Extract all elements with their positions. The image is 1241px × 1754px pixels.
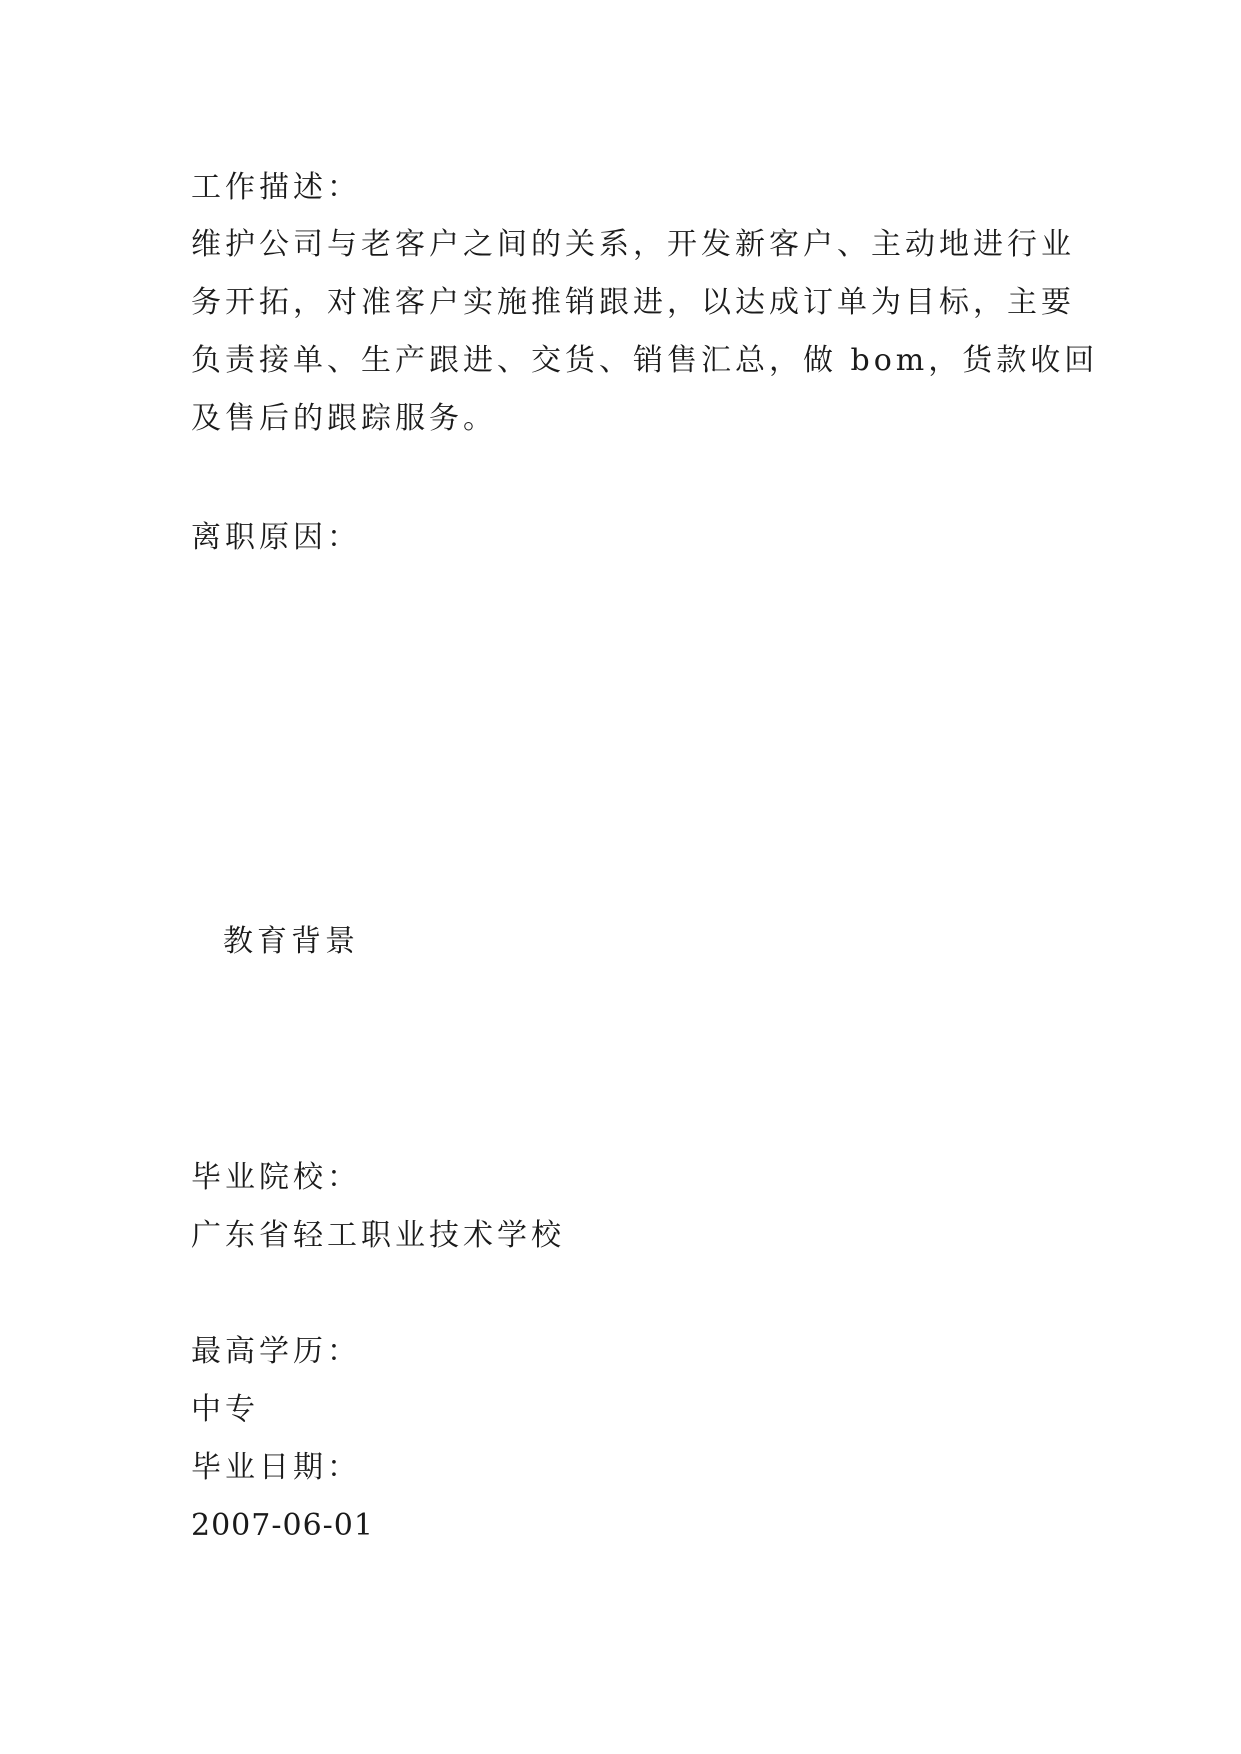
work-description-text	[191, 216, 1099, 448]
degree-label: 最高学历：	[191, 1334, 361, 1369]
work-description-line: 维护公司与老客户之间的关系，开发新客户、主动地进行业	[191, 227, 1075, 262]
work-description-line: 及售后的跟踪服务。	[191, 401, 497, 436]
graduation-date-label: 毕业日期：	[191, 1450, 361, 1485]
school-value: 广东省轻工职业技术学校	[191, 1218, 565, 1253]
work-description-line: 负责接单、生产跟进、交货、销售汇总，做 bom，货款收回	[191, 343, 1099, 378]
leave-reason-label: 离职原因：	[191, 520, 361, 555]
graduation-date-value: 2007-06-01	[191, 1508, 374, 1543]
school-label: 毕业院校：	[191, 1160, 361, 1195]
work-description-line: 务开拓，对准客户实施推销跟进，以达成订单为目标，主要	[191, 285, 1075, 320]
degree-value: 中专	[191, 1392, 259, 1427]
education-section-title: 教育背景	[223, 924, 359, 959]
work-description-label: 工作描述：	[191, 170, 361, 205]
